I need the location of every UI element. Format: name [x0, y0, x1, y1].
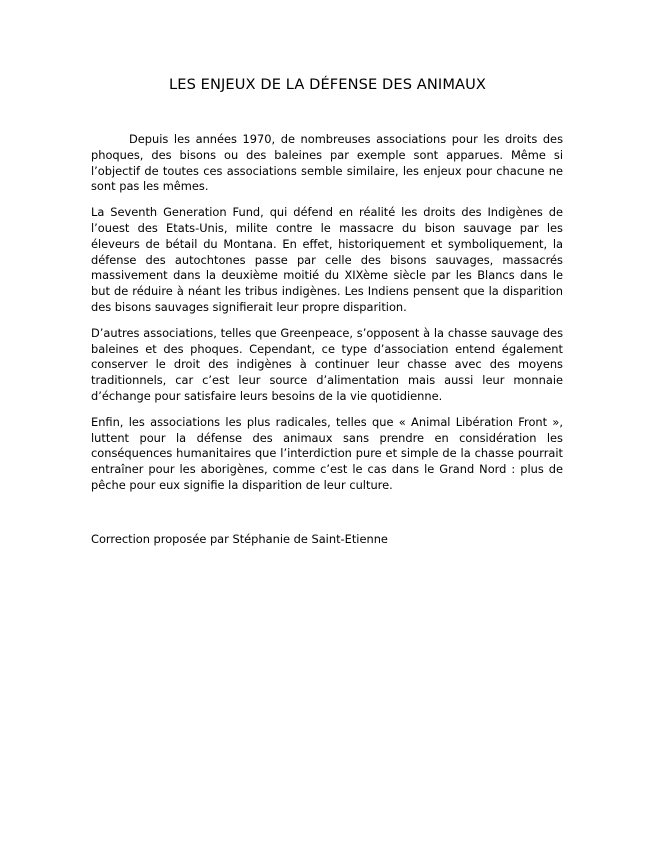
paragraph-radical-associations: Enfin, les associations les plus radicales, telles que « Animal Libération Front », luttent pour la défense des animaux sans prendre en considération les conséquences humanitaires que l’interdiction pure et simple de la chasse pourrait entraîner pour les aborigènes, comme c’est le cas dans le Grand Nord : plus de pêche pour eux signifie la disparition de leur culture.	[91, 414, 563, 492]
paragraph-greenpeace: D’autres associations, telles que Greenpeace, s’opposent à la chasse sauvage des baleines et des phoques. Cependant, ce type d’association entend également conserver le droit des indigènes à continuer leur chasse avec des moyens traditionnels, car c’est leur source d’alimentation mais aussi leur monnaie d’échange pour satisfaire leurs besoins de la vie quotidienne.	[91, 325, 563, 403]
document-body	[91, 132, 563, 504]
signature-line: Correction proposée par Stéphanie de Saint-Etienne	[91, 532, 388, 546]
paragraph-intro: Depuis les années 1970, de nombreuses associations pour les droits des phoques, des bisons ou des baleines par exemple sont apparues. Même si l’objectif de toutes ces associations semble similaire, les enjeux pour chacune ne sont pas les mêmes.	[91, 132, 563, 194]
paragraph-seventh-generation: La Seventh Generation Fund, qui défend en réalité les droits des Indigènes de l’ouest des Etats-Unis, milite contre le massacre du bison sauvage par les éleveurs de bétail du Montana. En effet, historiquement et symboliquement, la défense des autochtones passe par celle des bisons sauvages, massacrés massivement dans la deuxième moitié du XIXème siècle par les Blancs dans le but de réduire à néant les tribus indigènes. Les Indiens pensent que la disparition des bisons sauvages signifierait leur propre disparition.	[91, 205, 563, 314]
page-title: LES ENJEUX DE LA DÉFENSE DES ANIMAUX	[169, 76, 486, 93]
